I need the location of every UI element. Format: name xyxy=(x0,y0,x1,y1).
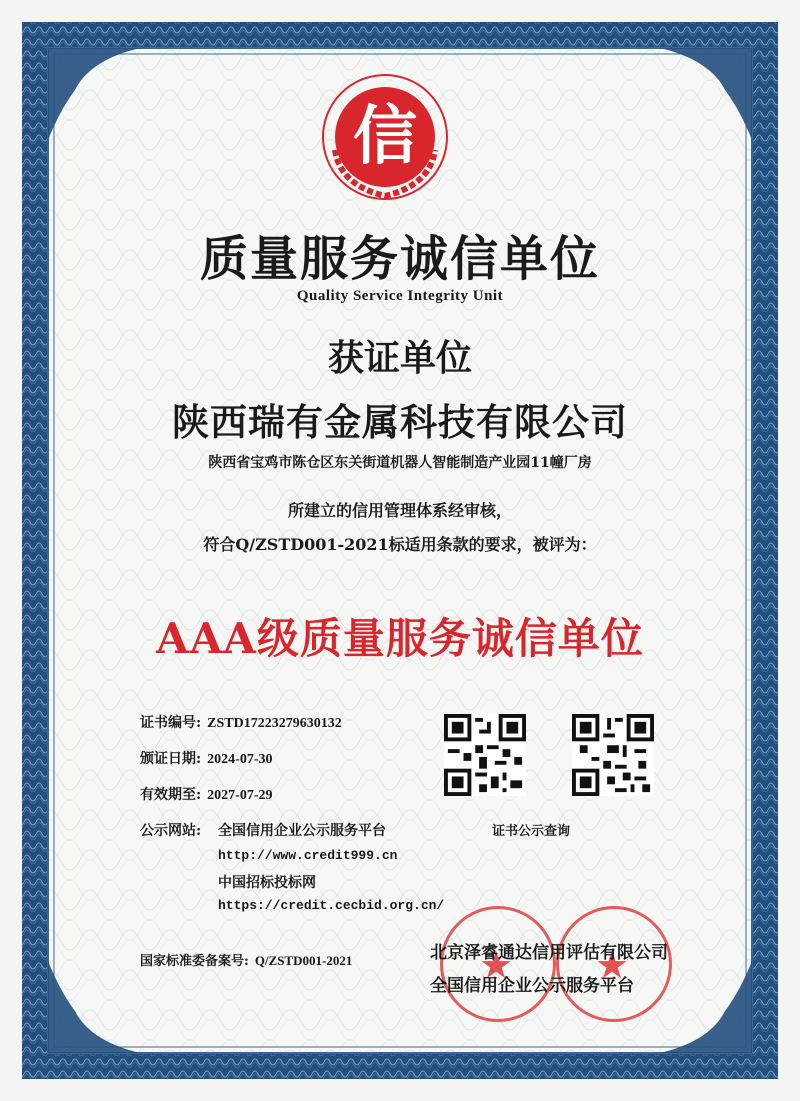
site-label: 公示网站: xyxy=(140,823,202,839)
statement-line: 所建立的信用管理体系经审核， xyxy=(287,501,512,520)
award-title: AAA级质量服务诚信单位 xyxy=(156,614,644,663)
cert-number: ZSTD17223279630132 xyxy=(207,716,342,731)
standard-number: Q/ZSTD001-2021 xyxy=(254,953,353,968)
issue-date: 2024-07-30 xyxy=(207,752,273,767)
standard-row xyxy=(140,950,352,969)
site-url: http://www.credit999.cn xyxy=(218,848,398,863)
issuer-name: 北京泽睿通达信用评估有限公司 xyxy=(430,943,668,963)
cert-number-row xyxy=(140,712,342,732)
statement-line: 符合Q/ZSTD001-2021标适用条款的要求，被评为： xyxy=(203,535,597,554)
qr-code[interactable] xyxy=(444,714,526,796)
company-name: 陕西瑞有金属科技有限公司 xyxy=(172,400,628,444)
valid-date-label: 有效期至: xyxy=(140,787,202,803)
site-name: 中国招标投标网 xyxy=(218,875,316,891)
valid-date: 2027-07-29 xyxy=(207,788,273,803)
standard-label: 国家标准委备案号: xyxy=(140,954,249,969)
qr-code[interactable] xyxy=(572,714,654,796)
issuer-name: 全国信用企业公示服务平台 xyxy=(430,976,634,996)
emblem-character: 信 xyxy=(353,99,417,174)
issue-date-row xyxy=(140,748,273,768)
issuer-block xyxy=(430,938,668,1004)
certificate-subtitle: Quality Service Integrity Unit xyxy=(296,288,504,304)
qr-caption: 证书公示查询 xyxy=(492,824,571,839)
cert-number-label: 证书编号: xyxy=(140,715,202,731)
recipient-label: 获证单位 xyxy=(327,337,472,379)
site-name: 全国信用企业公示服务平台 xyxy=(218,823,386,839)
company-address: 陕西省宝鸡市陈仓区东关街道机器人智能制造产业园11幢厂房 xyxy=(208,455,592,471)
site-url: https://credit.cecbid.org.cn/ xyxy=(218,898,445,913)
certificate-title: 质量服务诚信单位 xyxy=(199,231,600,287)
valid-date-row xyxy=(140,784,273,804)
issue-date-label: 颁证日期: xyxy=(140,751,202,767)
